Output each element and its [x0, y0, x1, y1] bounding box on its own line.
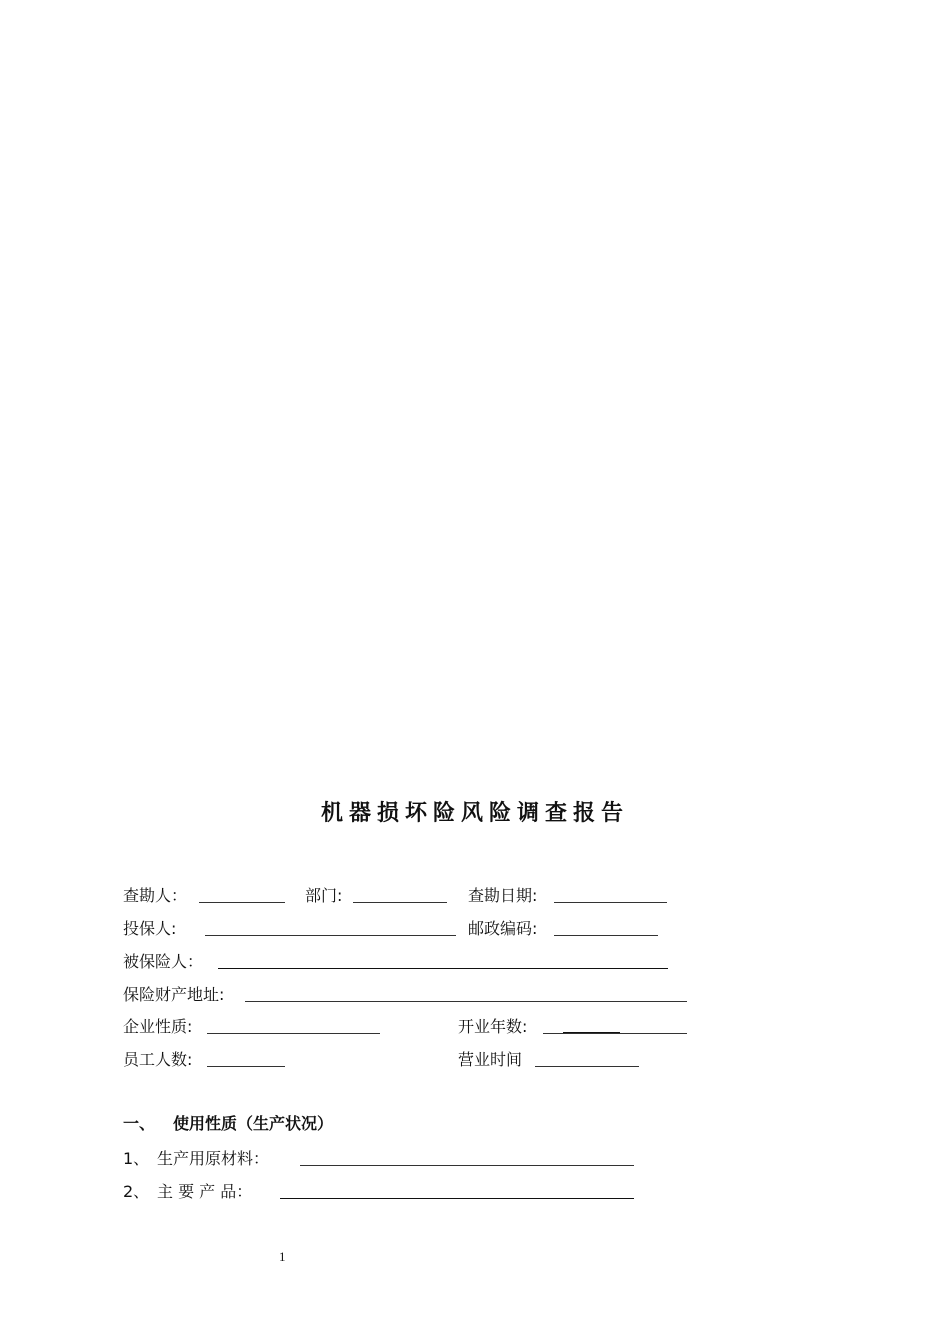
- raw-materials-label: 生产用原材料：: [157, 1149, 270, 1168]
- employee-count-field[interactable]: [207, 1066, 285, 1067]
- inspection-date-field[interactable]: [554, 902, 667, 903]
- item-index: 2、: [123, 1182, 150, 1201]
- employee-count-label: 员工人数:: [123, 1050, 193, 1069]
- department-field[interactable]: [353, 902, 447, 903]
- enterprise-nature-label: 企业性质:: [123, 1017, 193, 1036]
- inspection-date-label: 查勘日期:: [468, 886, 538, 905]
- section-heading: [123, 1113, 333, 1135]
- property-address-field[interactable]: [245, 1001, 687, 1002]
- inspector-field[interactable]: [199, 902, 285, 903]
- page-number: 1: [279, 1249, 286, 1264]
- report-title: 机器损坏险风险调查报告: [320, 801, 629, 826]
- years-in-business-field[interactable]: [543, 1033, 687, 1034]
- postal-code-field[interactable]: [554, 935, 658, 936]
- policyholder-field[interactable]: [205, 935, 456, 936]
- property-address-label: 保险财产地址:: [123, 985, 225, 1004]
- business-hours-field[interactable]: [535, 1066, 639, 1067]
- main-products-field[interactable]: [280, 1198, 634, 1199]
- years-in-business-label: 开业年数:: [458, 1017, 528, 1036]
- main-products-label: 主 要 产 品：: [157, 1182, 253, 1201]
- business-hours-label: 营业时间: [458, 1050, 523, 1069]
- insured-field[interactable]: [218, 968, 668, 969]
- years-in-business-field-mark: [563, 1032, 620, 1033]
- inspector-label: 查勘人：: [123, 886, 188, 905]
- insured-label: 被保险人：: [123, 952, 204, 971]
- section-number: 一、: [123, 1114, 156, 1133]
- enterprise-nature-field[interactable]: [207, 1033, 380, 1034]
- raw-materials-field[interactable]: [300, 1165, 634, 1166]
- department-label: 部门:: [305, 886, 343, 905]
- postal-code-label: 邮政编码:: [468, 919, 538, 938]
- section-title: 使用性质（生产状况）: [173, 1114, 334, 1133]
- item-index: 1、: [123, 1149, 150, 1168]
- policyholder-label: 投保人:: [123, 919, 177, 938]
